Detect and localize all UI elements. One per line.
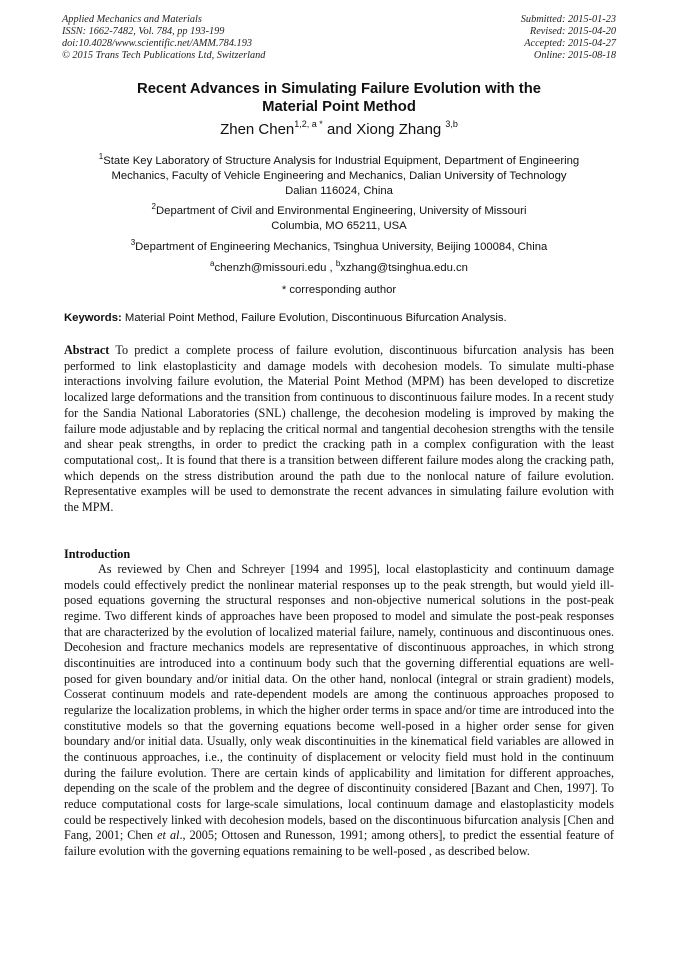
title-line-1: Recent Advances in Simulating Failure Evolution with the bbox=[137, 81, 541, 97]
email-b-marker: b bbox=[335, 259, 341, 268]
affiliation-1-marker: 1 bbox=[98, 152, 104, 161]
introduction-et-al: et al bbox=[157, 828, 180, 843]
author-1-name: Zhen Chen bbox=[220, 121, 295, 138]
affiliation-2-marker: 2 bbox=[151, 202, 156, 211]
date-online: Online: 2015-08-18 bbox=[533, 49, 616, 61]
affiliation-2-line-1: Department of Civil and Environmental Engineering, University of Missouri bbox=[156, 205, 527, 217]
keywords-label: Keywords: bbox=[64, 312, 122, 324]
introduction-paragraph bbox=[64, 562, 614, 859]
author-2-name: Xiong Zhang bbox=[356, 121, 446, 138]
keywords-text: Material Point Method, Failure Evolution, Discontinuous Bifurcation Analysis. bbox=[121, 312, 507, 324]
abstract-label: Abstract bbox=[64, 343, 110, 357]
date-accepted: Accepted: 2015-04-27 bbox=[524, 37, 616, 49]
affiliation-1-line-1: State Key Laboratory of Structure Analysis for Industrial Equipment, Department of Engineering bbox=[103, 155, 580, 167]
title-line-2: Material Point Method bbox=[262, 99, 416, 115]
email-a-marker: a bbox=[210, 259, 215, 268]
affiliation-3-marker: 3 bbox=[130, 238, 136, 247]
introduction-body bbox=[64, 562, 614, 859]
date-submitted: Submitted: 2015-01-23 bbox=[520, 14, 616, 25]
introduction-text-2: ., 2005; Ottosen and Runesson, 1991; among others], to predict the essential feature of failure evolution with the governing equations remaining to be well-posed , as described below. bbox=[64, 828, 614, 858]
abstract bbox=[64, 343, 614, 516]
paper-title bbox=[60, 80, 618, 116]
date-revised: Revised: 2015-04-20 bbox=[529, 25, 616, 37]
affiliation-3-line-1: Department of Engineering Mechanics, Tsinghua University, Beijing 100084, China bbox=[135, 241, 548, 253]
email-author-1[interactable]: chenzh@missouri.edu bbox=[214, 262, 327, 274]
affiliation-1 bbox=[60, 154, 618, 199]
author-1-affiliation-marker: 1,2, a * bbox=[294, 119, 323, 129]
affiliation-1-line-2: Mechanics, Faculty of Vehicle Engineering and Mechanics, Dalian University of Technology bbox=[111, 170, 567, 182]
affiliation-1-line-3: Dalian 116024, China bbox=[285, 185, 393, 197]
affiliation-3 bbox=[60, 240, 618, 255]
author-line bbox=[60, 120, 618, 140]
introduction-text-1: As reviewed by Chen and Schreyer [1994 and 1995], local elastoplasticity and continuum damage models could effectively predict the nonlinear material responses up to the peak strength, but would yield ill-posed equations governing the structural responses and non-objective numerical solutions in the post-peak regime. Two different kinds of approaches have been proposed to model and simulate the post-peak responses that are characterized by the evolution of localized material failure, namely, continuous and discontinuous ones. Decohesion and fracture mechanics models are representative of discontinuous approaches, in which strong discontinuities are introduced into a continuum body such that the governing differential equations are well-posed for given boundary and/or initial data. On the other hand, nonlocal (integral or strain gradient) models, Cosserat continuum models and rate-dependent models are among the continuous approaches proposed to regularize the localization problems, in which the higher order terms in space and/or time are introduced into the constitutive models so that the governing equations become well-posed in a higher order sense for given boundary and/or initial data. Usually, only weak discontinuities in the kinematical field variables are allowed in the continuous approaches, i.e., the continuity of displacement or velocity field must hold in the continuum during the failure evolution. There are certain kinds of applicability and limitation for different approaches, depending on the scale of the problem and the degree of discontinuity considered [Bazant and Chen, 1997]. To reduce computational costs for large-scale simulations, local continuum damage and elastoplasticity models could be respectively linked with decohesion models, based on the discontinuous bifurcation analysis [Chen and Fang, 2001; Chen bbox=[64, 562, 614, 843]
introduction-heading: Introduction bbox=[64, 547, 131, 561]
journal-name: Applied Mechanics and Materials bbox=[62, 14, 202, 25]
author-2-affiliation-marker: 3,b bbox=[445, 119, 458, 129]
journal-copyright: © 2015 Trans Tech Publications Ltd, Switzerland bbox=[62, 49, 266, 61]
journal-doi: doi:10.4028/www.scientific.net/AMM.784.193 bbox=[62, 37, 252, 49]
keywords bbox=[64, 311, 624, 326]
affiliation-2 bbox=[60, 204, 618, 234]
author-conjunction: and bbox=[322, 121, 357, 138]
email-author-2[interactable]: xzhang@tsinghua.edu.cn bbox=[340, 262, 468, 274]
affiliation-2-line-2: Columbia, MO 65211, USA bbox=[271, 220, 407, 232]
abstract-text: To predict a complete process of failure evolution, discontinuous bifurcation analysis has been performed to link elastoplasticity and damage models with decohesion models. To simulate multi-phase interactions involving failure evolution, the Material Point Method (MPM) has been developed to discretize localized large deformations and the transition from continuous to discontinuous failure modes. In a recent study for the Sandia National Laboratories (SNL) challenge, the decohesion modeling is improved by making the failure mode adjustable and by replacing the critical normal and tangential decohesion strengths with the tensile and shear peak strengths, in order to predict the cracking path in a complex configuration with the least computational cost,. It is found that there is a transition between different failure modes along the cracking path, which depends on the stress distribution around the path due to the nonlocal nature of failure evolution. Representative examples will be used to demonstrate the recent advances in simulating failure evolution with the MPM. bbox=[64, 343, 614, 515]
journal-issn: ISSN: 1662-7482, Vol. 784, pp 193-199 bbox=[62, 25, 225, 37]
author-emails bbox=[60, 261, 618, 276]
corresponding-author-note: * corresponding author bbox=[281, 284, 397, 296]
email-separator: , bbox=[326, 262, 336, 274]
publication-dates bbox=[521, 14, 616, 62]
journal-info bbox=[62, 14, 265, 62]
